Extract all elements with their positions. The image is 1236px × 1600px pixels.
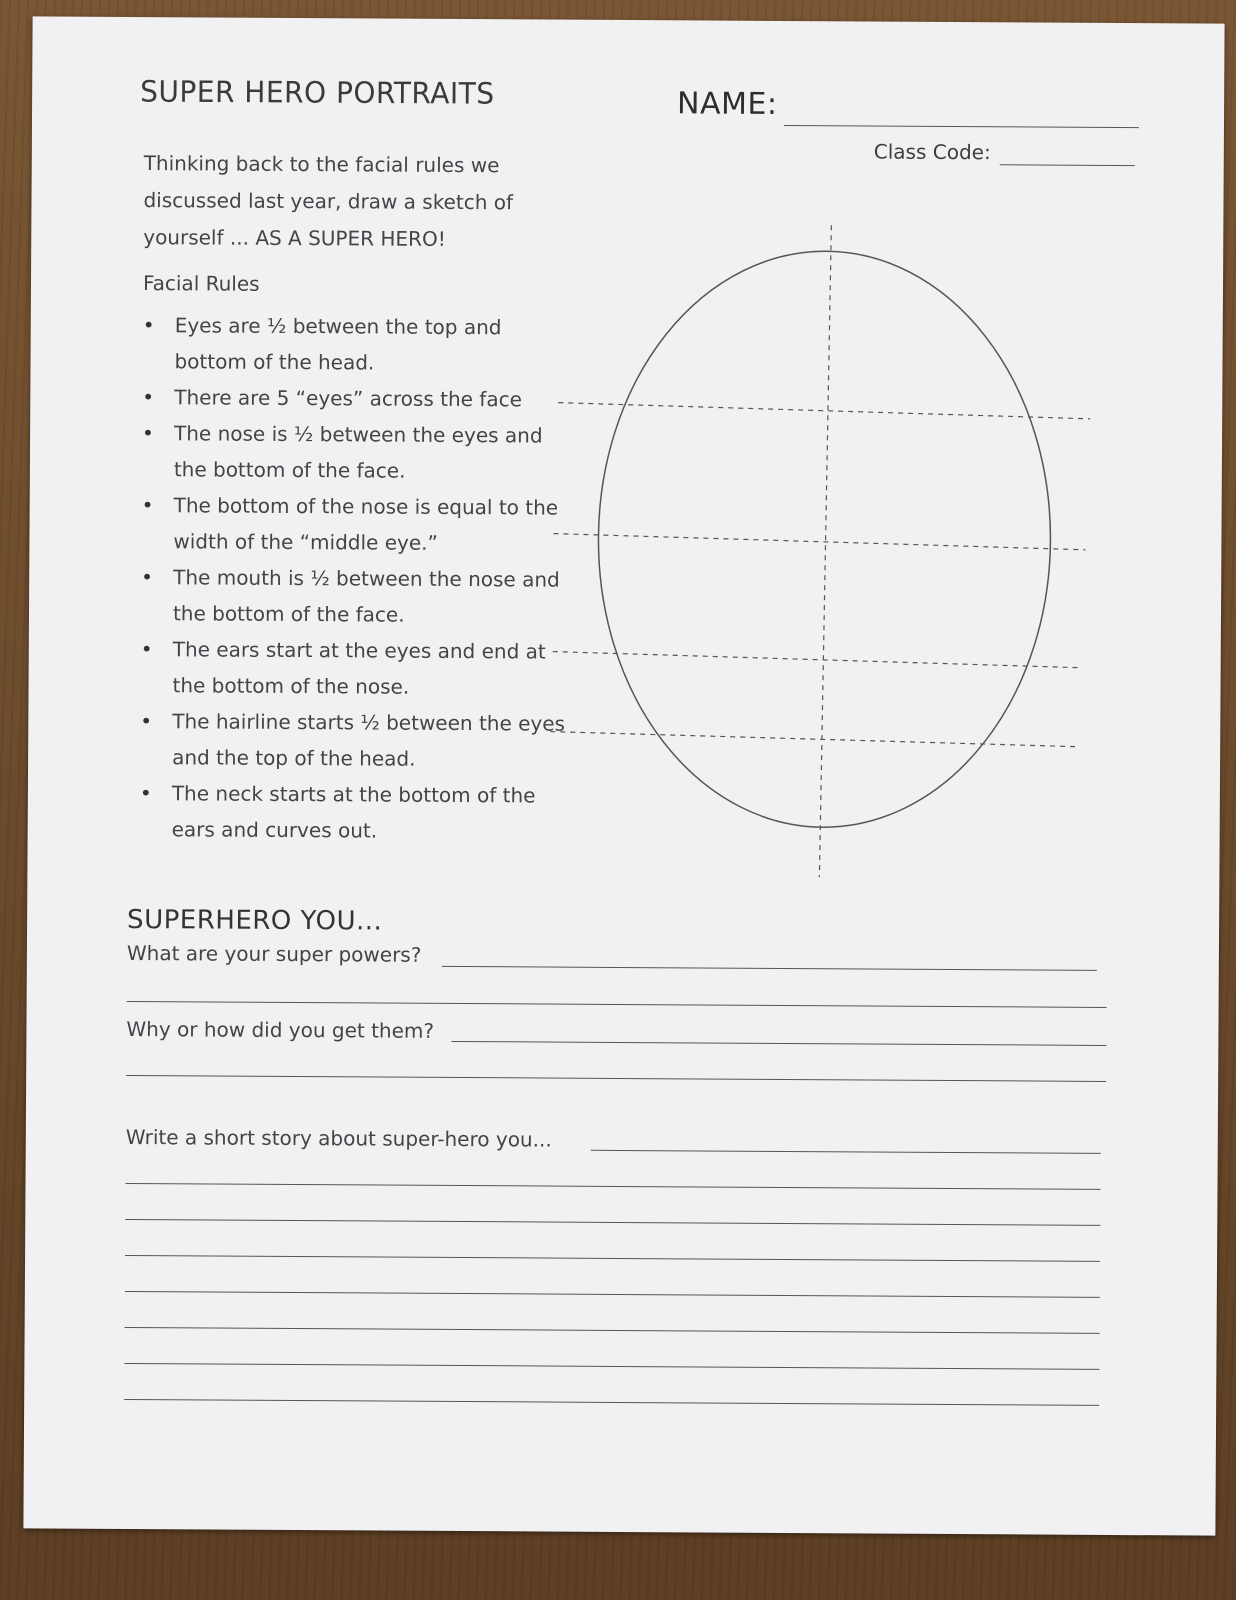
answer-line[interactable] xyxy=(442,966,1097,971)
rule-item: • The mouth is ½ between the nose and the bottom of the face. xyxy=(141,559,571,634)
story-line[interactable] xyxy=(125,1183,1100,1190)
section-title: SUPERHERO YOU... xyxy=(127,904,383,937)
intro-text: Thinking back to the facial rules we discussed last year, draw a sketch of yourself ... AS A SUPER HERO! xyxy=(143,151,514,251)
vertical-guide-line xyxy=(819,225,831,877)
facial-rules-heading: Facial Rules xyxy=(142,271,260,296)
question-story: Write a short story about super-hero you... xyxy=(125,1124,552,1152)
answer-line[interactable] xyxy=(127,1001,1107,1008)
answer-line[interactable] xyxy=(126,1075,1106,1082)
name-label: NAME: xyxy=(677,86,778,122)
worksheet-page xyxy=(23,16,1224,1535)
class-code-label: Class Code: xyxy=(873,139,991,165)
nose-guide-line xyxy=(553,534,1085,550)
story-line[interactable] xyxy=(124,1363,1099,1370)
rule-item: • There are 5 “eyes” across the face xyxy=(142,379,572,418)
story-line[interactable] xyxy=(125,1255,1100,1262)
rule-item: • The ears start at the eyes and end at the bottom of the nose. xyxy=(140,631,570,706)
mouth-guide-line xyxy=(553,652,1083,668)
eye-guide-line xyxy=(558,403,1090,419)
question-how: Why or how did you get them? xyxy=(126,1016,435,1043)
rule-item: • The nose is ½ between the eyes and the bottom of the face. xyxy=(142,415,572,490)
story-line[interactable] xyxy=(591,1150,1101,1154)
rule-item: • The hairline starts ½ between the eyes and the top of the head. xyxy=(140,703,570,778)
worksheet-title: SUPER HERO PORTRAITS xyxy=(140,74,495,112)
question-powers: What are your super powers? xyxy=(126,940,422,967)
story-line[interactable] xyxy=(124,1399,1099,1406)
chin-guide-line xyxy=(550,732,1080,747)
class-code-field-line[interactable] xyxy=(1000,164,1135,166)
facial-rules-list xyxy=(140,307,573,850)
face-drawing-guide[interactable] xyxy=(547,220,1111,883)
head-oval xyxy=(597,250,1053,829)
story-line[interactable] xyxy=(125,1327,1100,1334)
name-field-line[interactable] xyxy=(784,125,1139,128)
story-line[interactable] xyxy=(125,1291,1100,1298)
story-line[interactable] xyxy=(125,1219,1100,1226)
rule-item: • The bottom of the nose is equal to the width of the “middle eye.” xyxy=(141,487,571,562)
rule-item: • The neck starts at the bottom of the ears and curves out. xyxy=(140,775,570,850)
answer-line[interactable] xyxy=(451,1041,1106,1046)
rule-item: • Eyes are ½ between the top and bottom of the head. xyxy=(142,307,572,382)
